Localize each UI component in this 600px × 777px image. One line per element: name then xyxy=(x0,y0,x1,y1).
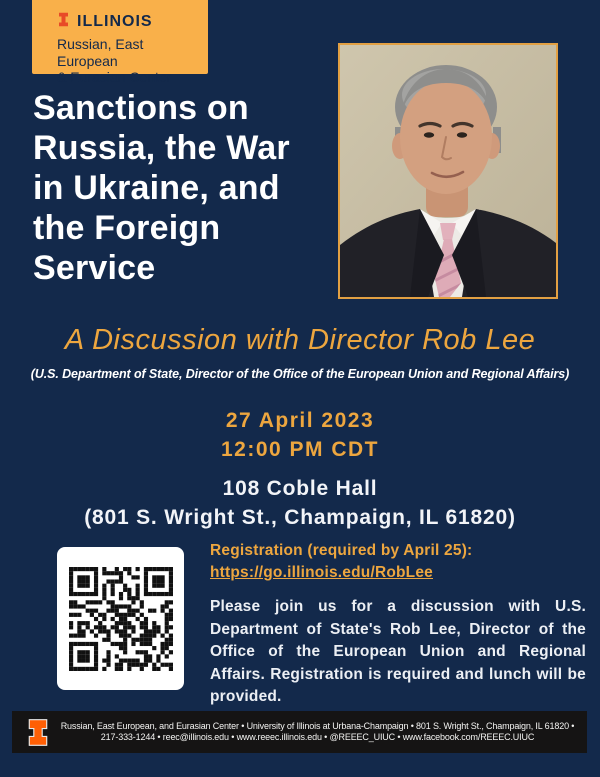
footer-line2: 217-333-1244 • reec@illinois.edu • www.reeec.illinois.edu • @REEEC_UIUC • www.facebook.com/REEEC.UIUC xyxy=(100,732,535,742)
block-i-icon xyxy=(57,12,70,32)
block-i-icon xyxy=(27,718,49,747)
registration-block xyxy=(210,540,586,709)
speaker-detail: (U.S. Department of State, Director of the Office of the European Union and Regional Affairs) xyxy=(30,367,570,381)
page-title xyxy=(33,88,338,288)
registration-label: Registration (required by April 25): xyxy=(210,542,473,559)
event-datetime xyxy=(0,406,600,464)
venue-name: 108 Coble Hall xyxy=(222,477,378,500)
title-line: in Ukraine, and xyxy=(33,169,280,207)
event-date: 27 April 2023 xyxy=(225,409,375,432)
venue-address: (801 S. Wright St., Champaign, IL 61820) xyxy=(84,506,516,529)
registration-link[interactable]: https://go.illinois.edu/RobLee xyxy=(210,564,433,581)
footer-bar xyxy=(12,711,587,753)
brand-name: ILLINOIS xyxy=(77,13,153,30)
unit-name-line2: & Eurasian Center xyxy=(57,69,172,85)
footer-line1: Russian, East European, and Eurasian Center • University of Illinois at Urbana-Champaign • 801 S. Wright St., Champaign, IL 61820 • xyxy=(60,720,575,731)
event-venue xyxy=(0,474,600,532)
footer-contact-info xyxy=(58,721,577,744)
reeec-logo-box xyxy=(32,0,208,85)
title-line: the Foreign xyxy=(33,209,221,247)
event-description: Please join us for a discussion with U.S. Department of State's Rob Lee, Director of the Office of the European Union and Regional Affairs. Registration is required and lunch will be provided. xyxy=(210,598,586,705)
speaker-photo xyxy=(338,43,558,299)
qr-code xyxy=(57,547,184,690)
title-line: Sanctions on xyxy=(33,89,249,127)
qr-pattern xyxy=(69,567,173,671)
event-time: 12:00 PM CDT xyxy=(220,438,380,461)
subtitle: A Discussion with Director Rob Lee xyxy=(64,324,536,356)
title-line: Russia, the War xyxy=(33,129,290,167)
unit-name-line1: Russian, East European xyxy=(57,36,144,69)
unit-name xyxy=(57,36,200,86)
illinois-brand xyxy=(57,12,200,32)
title-line: Service xyxy=(33,249,156,287)
